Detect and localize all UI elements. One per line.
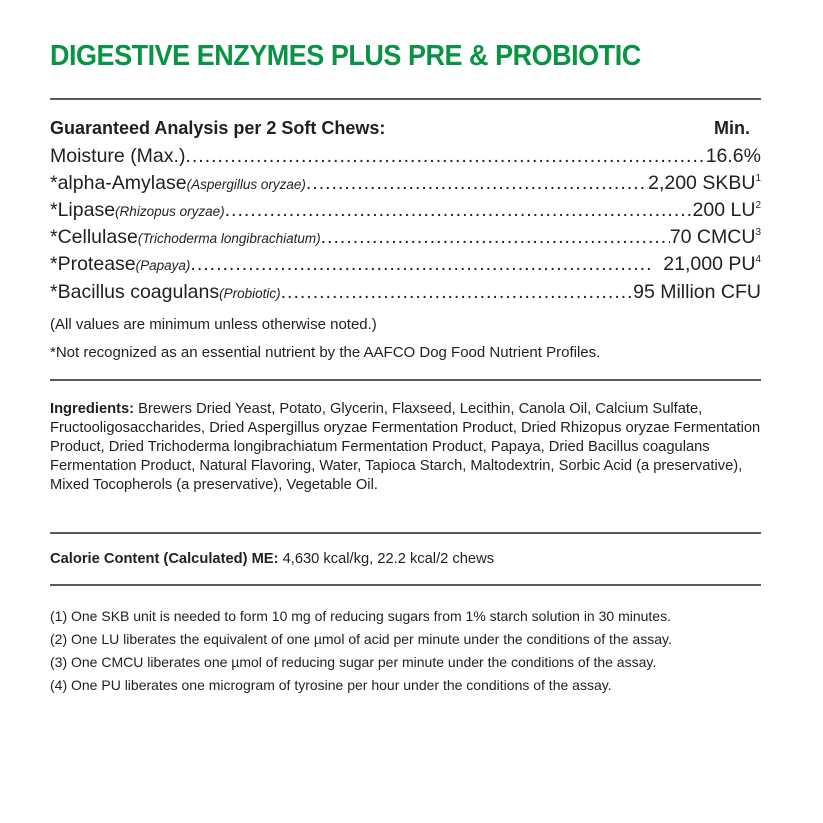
analysis-row-protease: [50, 253, 761, 276]
guaranteed-analysis-header: [50, 118, 750, 139]
footnote-ref: 3: [755, 227, 761, 238]
analysis-row-lipase: [50, 199, 761, 222]
footnote-ref: 1: [755, 173, 761, 184]
footnote-4: (4) One PU liberates one microgram of tyrosine per hour under the conditions of the assay.: [50, 677, 612, 693]
guaranteed-analysis-heading: Guaranteed Analysis per 2 Soft Chews:: [50, 118, 386, 138]
nutrient-source: (Aspergillus oryzae): [186, 177, 306, 192]
minimum-values-note: (All values are minimum unless otherwise noted.): [50, 316, 377, 333]
nutrient-source: (Papaya): [135, 258, 191, 273]
divider: [50, 379, 761, 381]
leader-dots: [190, 253, 652, 276]
divider: [50, 532, 761, 534]
leader-dots: [225, 199, 693, 222]
nutrient-source: (Rhizopus oryzae): [115, 204, 225, 219]
nutrient-value: 200 $LU^2$: [692, 199, 761, 221]
nutrient-source: (Probiotic): [219, 286, 281, 301]
divider: [50, 98, 761, 100]
footnote-1: (1) One SKB unit is needed to form 10 mg of reducing sugars from 1% starch solution in 30 minutes.: [50, 608, 671, 624]
leader-dots: [321, 226, 670, 249]
ingredients-paragraph: [50, 400, 765, 495]
nutrient-value: 21,000 $PU^4$: [652, 253, 761, 275]
nutrient-value: 95 Million CFU: [633, 281, 761, 303]
product-title: DIGESTIVE ENZYMES PLUS PRE & PROBIOTIC: [50, 40, 641, 72]
nutrient-value: 2,200 SKBU$^1$: [648, 172, 761, 194]
nutrient-value: 70 CMCU$^3$: [669, 226, 761, 248]
nutrient-value: 16.6%: [705, 145, 761, 167]
footnote-ref: 4: [755, 254, 761, 265]
nutrient-source: (Trichoderma longibrachiatum): [137, 231, 321, 246]
footnote-2: (2) One LU liberates the equivalent of one µmol of acid per minute under the conditions of the assay.: [50, 631, 672, 647]
ingredients-text: Brewers Dried Yeast, Potato, Glycerin, Flaxseed, Lecithin, Canola Oil, Calcium Sulfate, Fructooligosaccharides, Dried Aspergillus oryzae Fermentation Product, Dried Rhizopus oryzae Fermentation Product, Dried Trichoderma longibrachiatum Fermentation Product, Papaya, Dried Bacillus coagulans Fermentation Product, Natural Flavoring, Water, Tapioca Starch, Maltodextrin, Sorbic Acid (a preservative), Mixed Tocopherols (a preservative), Vegetable Oil.: [50, 401, 761, 493]
footnote-ref: 2: [755, 200, 761, 211]
aafco-note: *Not recognized as an essential nutrient by the AAFCO Dog Food Nutrient Profiles.: [50, 344, 601, 361]
nutrient-name: *Cellulase: [50, 226, 138, 248]
divider: [50, 584, 761, 586]
analysis-row-amylase: [50, 172, 761, 195]
nutrient-name: Moisture (Max.): [50, 145, 186, 167]
nutrient-name: *Bacillus coagulans: [50, 281, 220, 303]
ingredients-label: Ingredients:: [50, 401, 135, 417]
nutrient-name: *Lipase: [50, 199, 116, 221]
analysis-row-moisture: [50, 145, 761, 168]
leader-dots: [306, 172, 648, 195]
leader-dots: [281, 281, 634, 304]
analysis-row-bacillus: [50, 281, 761, 304]
nutrient-name: *alpha-Amylase: [50, 172, 187, 194]
leader-dots: [185, 145, 705, 168]
calorie-content: [50, 550, 765, 569]
calorie-label: Calorie Content (Calculated) ME:: [50, 551, 279, 567]
analysis-row-cellulase: [50, 226, 761, 249]
calorie-text: 4,630 kcal/kg, 22.2 kcal/2 chews: [278, 551, 495, 567]
footnote-3: (3) One CMCU liberates one µmol of reducing sugar per minute under the conditions of the assay.: [50, 654, 657, 670]
min-column-label: Min.: [714, 118, 750, 138]
nutrient-name: *Protease: [50, 253, 136, 275]
